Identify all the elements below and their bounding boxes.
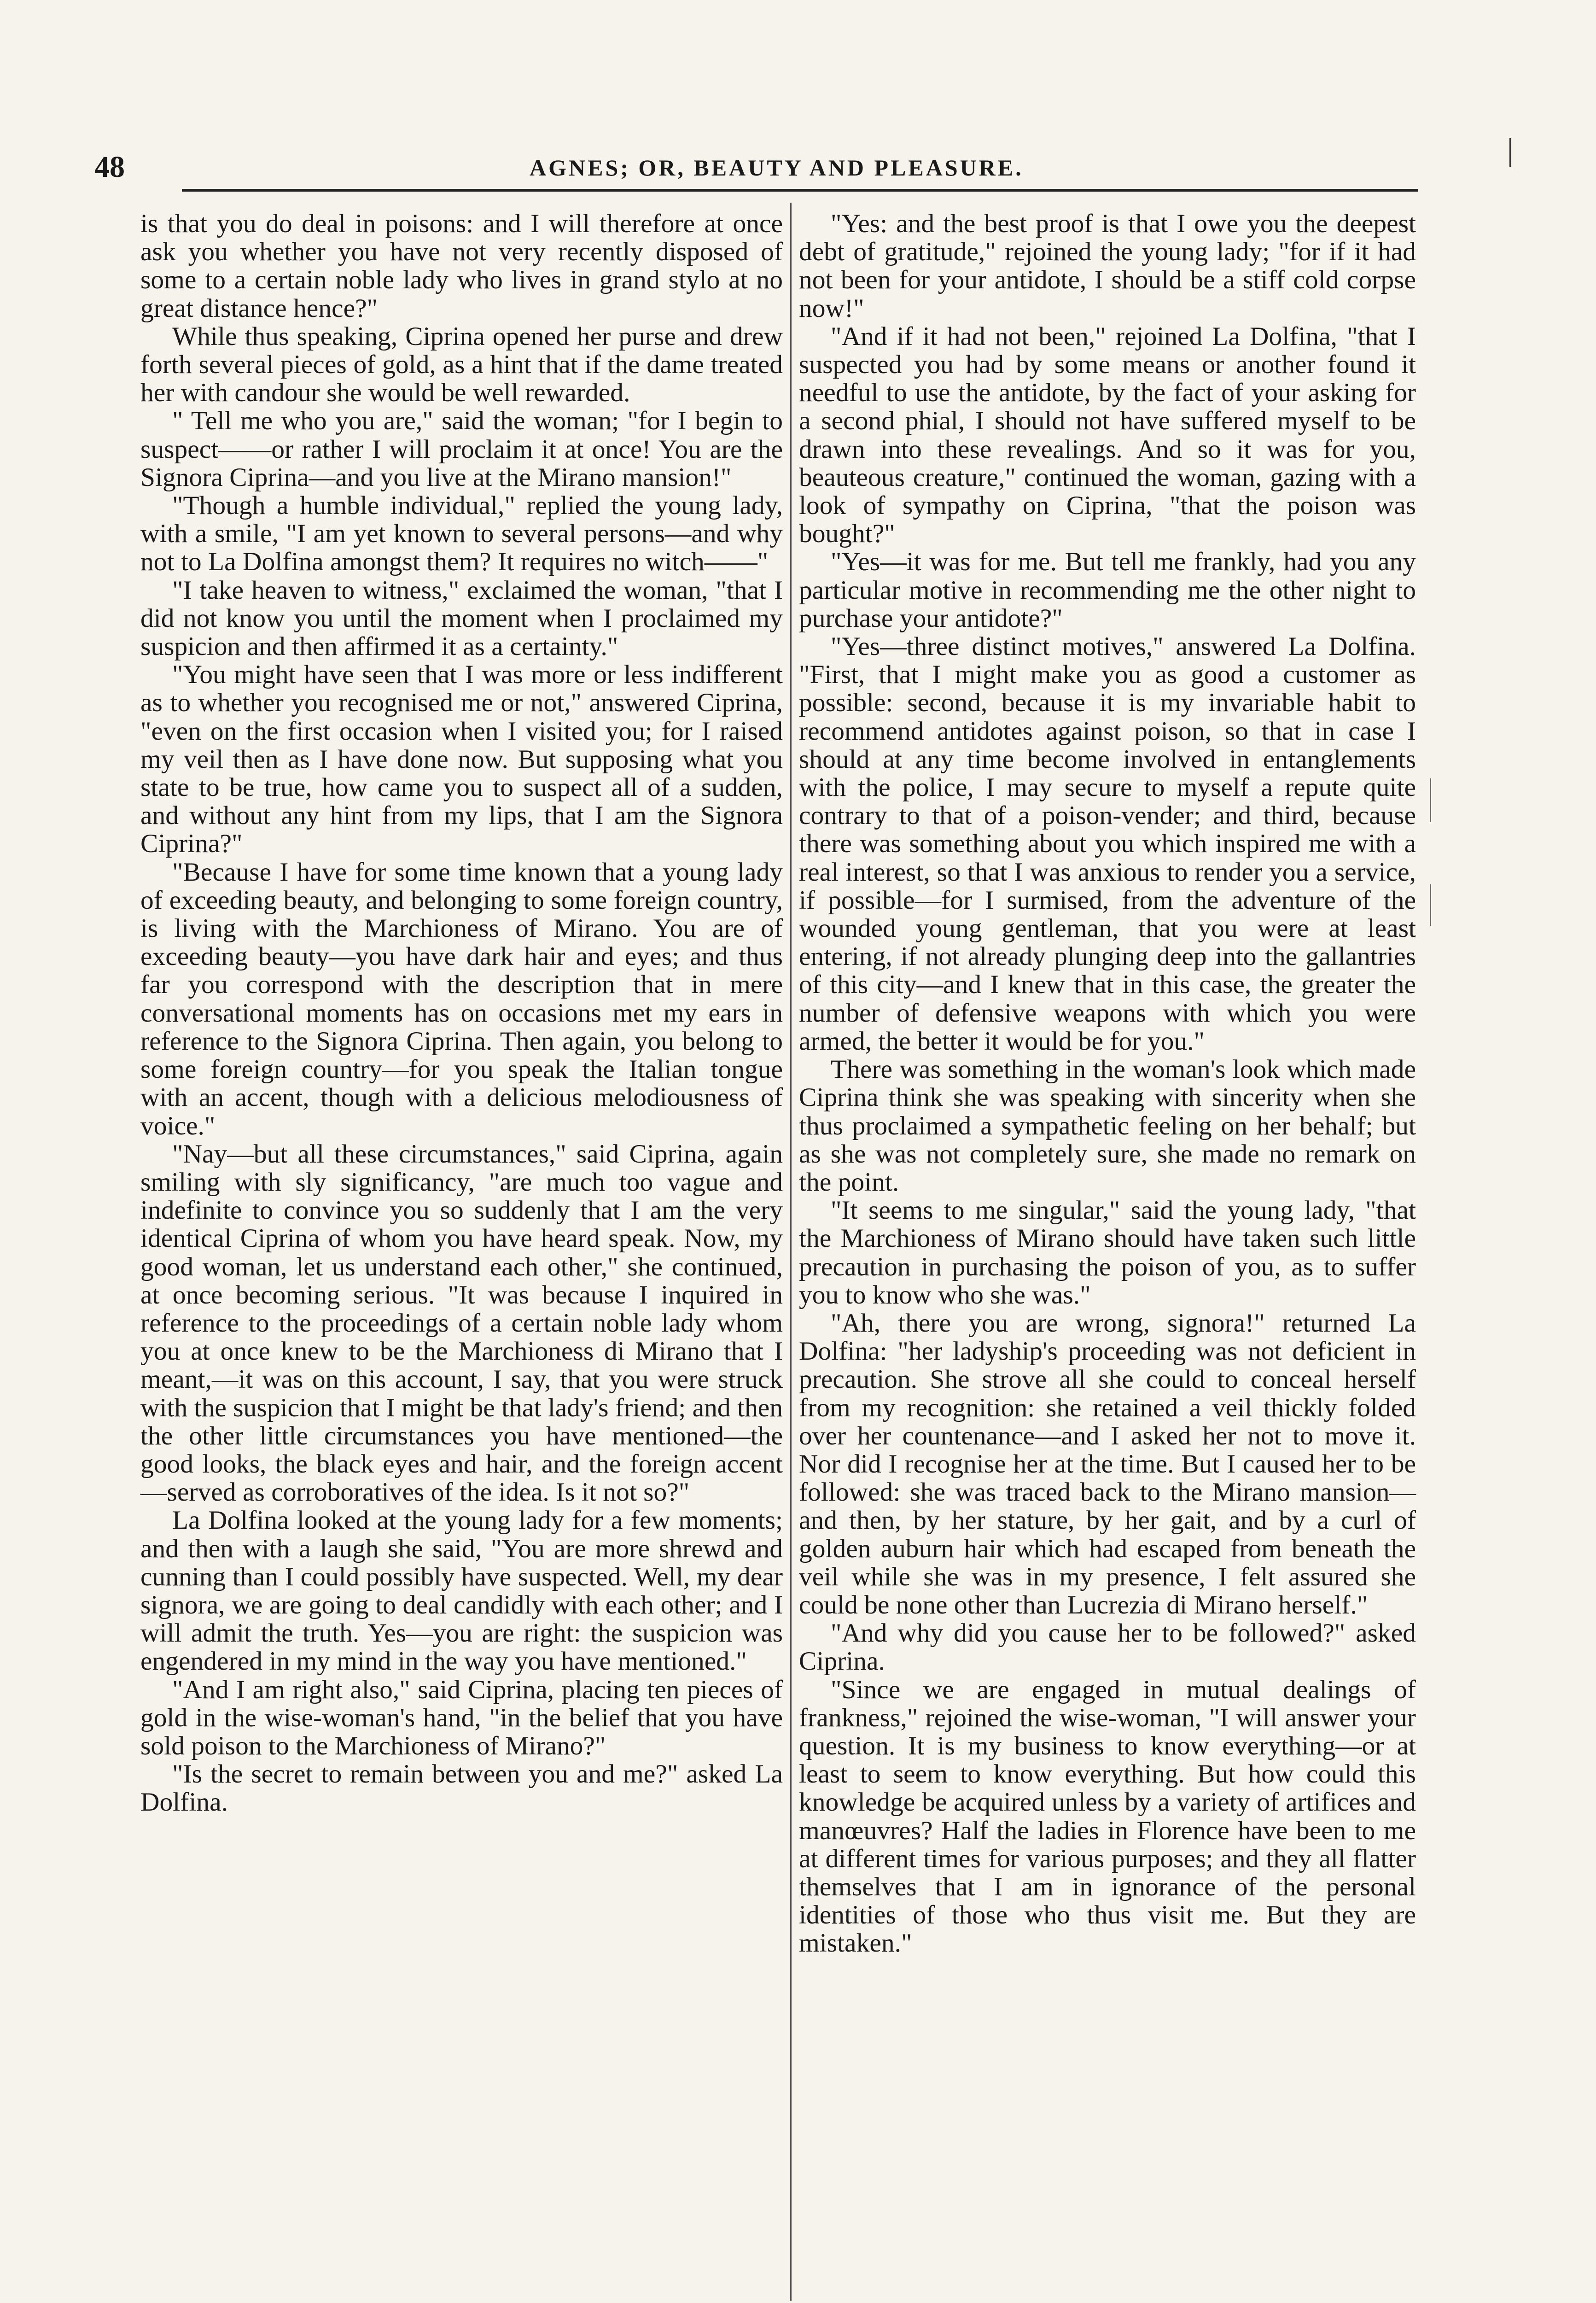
paragraph: "Nay—but all these circumstances," said Ciprina, again smiling with sly significancy, "are much too vague and indefinite to convince you so suddenly that I am the very identical Ciprina of whom you have heard speak. Now, my good woman, let us understand each other," she continued, at once becoming serious. "It was because I inquired in reference to the proceedings of a certain noble lady whom you at once knew to be the Marchioness di Mirano that I meant,—it was on this account, I say, that you were struck with the suspicion that I might be that lady's friend; and then the other little circumstances you have mentioned—the good looks, the black eyes and hair, and the foreign accent—served as corroboratives of the idea. Is it not so?" (140, 1139, 783, 1507)
page-number: 48 (94, 150, 125, 184)
paragraph: "Because I have for some time known that a young lady of exceeding beauty, and belonging to some foreign country, is living with the Marchioness of Mirano. You are of exceeding beauty—you have dark hair and eyes; and thus far you correspond with the description that in mere conversational moments has on occasions met my ears in reference to the Signora Ciprina. Then again, you belong to some foreign country—for you speak the Italian tongue with an accent, though with a delicious melodiousness of voice." (140, 857, 783, 1140)
margin-mark (1430, 884, 1431, 926)
paragraph: There was something in the woman's look which made Ciprina think she was speaking with sincerity when she thus proclaimed a sympathetic feeling on her behalf; but as she was not completely sure, she made no remark on the point. (799, 1055, 1416, 1197)
paragraph: "And if it had not been," rejoined La Dolfina, "that I suspected you had by some means or another found it needful to use the antidote, by the fact of your asking for a second phial, I should not have suffered myself to be drawn into these revealings. And so it was for you, beauteous creature," continued the woman, gazing with a look of sympathy on Ciprina, "that the poison was bought?" (799, 321, 1416, 549)
paragraph: La Dolfina looked at the young lady for a few moments; and then with a laugh she said, "You are more shrewd and cunning than I could possibly have suspected. Well, my dear signora, we are going to deal candidly with each other; and I will admit the truth. Yes—you are right: the suspicion was engendered in my mind in the way you have mentioned." (140, 1506, 783, 1676)
paragraph: "I take heaven to witness," exclaimed the woman, "that I did not know you until the moment when I proclaimed my suspicion and then affirmed it as a certainty." (140, 575, 783, 661)
paragraph: " Tell me who you are," said the woman; "for I begin to suspect——or rather I will proclaim it at once! You are the Signora Ciprina—and you live at the Mirano mansion!" (140, 406, 783, 492)
column-divider (790, 203, 792, 2301)
left-column (140, 210, 783, 1817)
paragraph: "Yes—three distinct motives," answered La Dolfina. "First, that I might make you as good a customer as possible: second, because it is my invariable habit to recommend antidotes against poison, so that in case I should at any time become involved in entanglements with the police, I may secure to myself a repute quite contrary to that of a poison-vender; and third, because there was something about you which inspired me with a real interest, so that I was anxious to render you a service, if possible—for I surmised, from the adventure of the wounded young gentleman, that you were at least entering, if not already plunging deep into the gallantries of this city—and I knew that in this case, the greater the number of defensive weapons with which you were armed, the better it would be for you." (799, 632, 1416, 1056)
running-title: AGNES; OR, BEAUTY AND PLEASURE. (530, 155, 1024, 181)
margin-mark (1430, 778, 1431, 822)
paragraph: "Is the secret to remain between you and me?" asked La Dolfina. (140, 1759, 783, 1817)
paragraph: "It seems to me singular," said the young lady, "that the Marchioness of Mirano should have taken such little precaution in purchasing the poison of you, as to suffer you to know who she was." (799, 1196, 1416, 1309)
paragraph: "Yes—it was for me. But tell me frankly, had you any particular motive in recommending me the other night to purchase your antidote?" (799, 547, 1416, 633)
paragraph: While thus speaking, Ciprina opened her purse and drew forth several pieces of gold, as a hint that if the dame treated her with candour she would be well rewarded. (140, 321, 783, 408)
paragraph: "You might have seen that I was more or less indifferent as to whether you recognised me or not," answered Ciprina, "even on the first occasion when I visited you; for I raised my veil then as I have done now. But supposing what you state to be true, how came you to suspect all of a sudden, and without any hint from my lips, that I am the Signora Ciprina?" (140, 660, 783, 859)
page-header (0, 0, 1596, 193)
paragraph: "Though a humble individual," replied the young lady, with a smile, "I am yet known to several persons—and why not to La Dolfina amongst them? It requires no witch——" (140, 491, 783, 577)
paragraph: "And I am right also," said Ciprina, placing ten pieces of gold in the wise-woman's hand, "in the belief that you have sold poison to the Marchioness of Mirano?" (140, 1675, 783, 1760)
header-rule (182, 189, 1418, 192)
paragraph: "And why did you cause her to be followed?" asked Ciprina. (799, 1619, 1416, 1676)
paragraph: "Yes: and the best proof is that I owe you the deepest debt of gratitude," rejoined the young lady; "for if it had not been for your antidote, I should be a stiff cold corpse now!" (799, 209, 1416, 323)
paragraph: is that you do deal in poisons: and I will therefore at once ask you whether you have not very recently disposed of some to a certain noble lady who lives in grand stylo at no great distance hence?" (140, 209, 783, 323)
paragraph: "Since we are engaged in mutual dealings of frankness," rejoined the wise-woman, "I will answer your question. It is my business to know everything—or at least to seem to know everything. But how could this knowledge be acquired unless by a variety of artifices and manœuvres? Half the ladies in Florence have been to me at different times for various purposes; and they all flatter themselves that I am in ignorance of the personal identities of those who thus visit me. But they are mistaken." (799, 1675, 1416, 1958)
right-column (799, 210, 1416, 1958)
paragraph: "Ah, there you are wrong, signora!" returned La Dolfina: "her ladyship's proceeding was not deficient in precaution. She strove all she could to conceal herself from my recognition: she retained a veil thickly folded over her countenance—and I asked her not to move it. Nor did I recognise her at the time. But I caused her to be followed: she was traced back to the Mirano mansion—and then, by her stature, by her gait, and by a curl of golden auburn hair which had escaped from beneath the veil while she was in my presence, I felt assured she could be none other than Lucrezia di Mirano herself." (799, 1308, 1416, 1619)
margin-mark (1509, 138, 1511, 167)
